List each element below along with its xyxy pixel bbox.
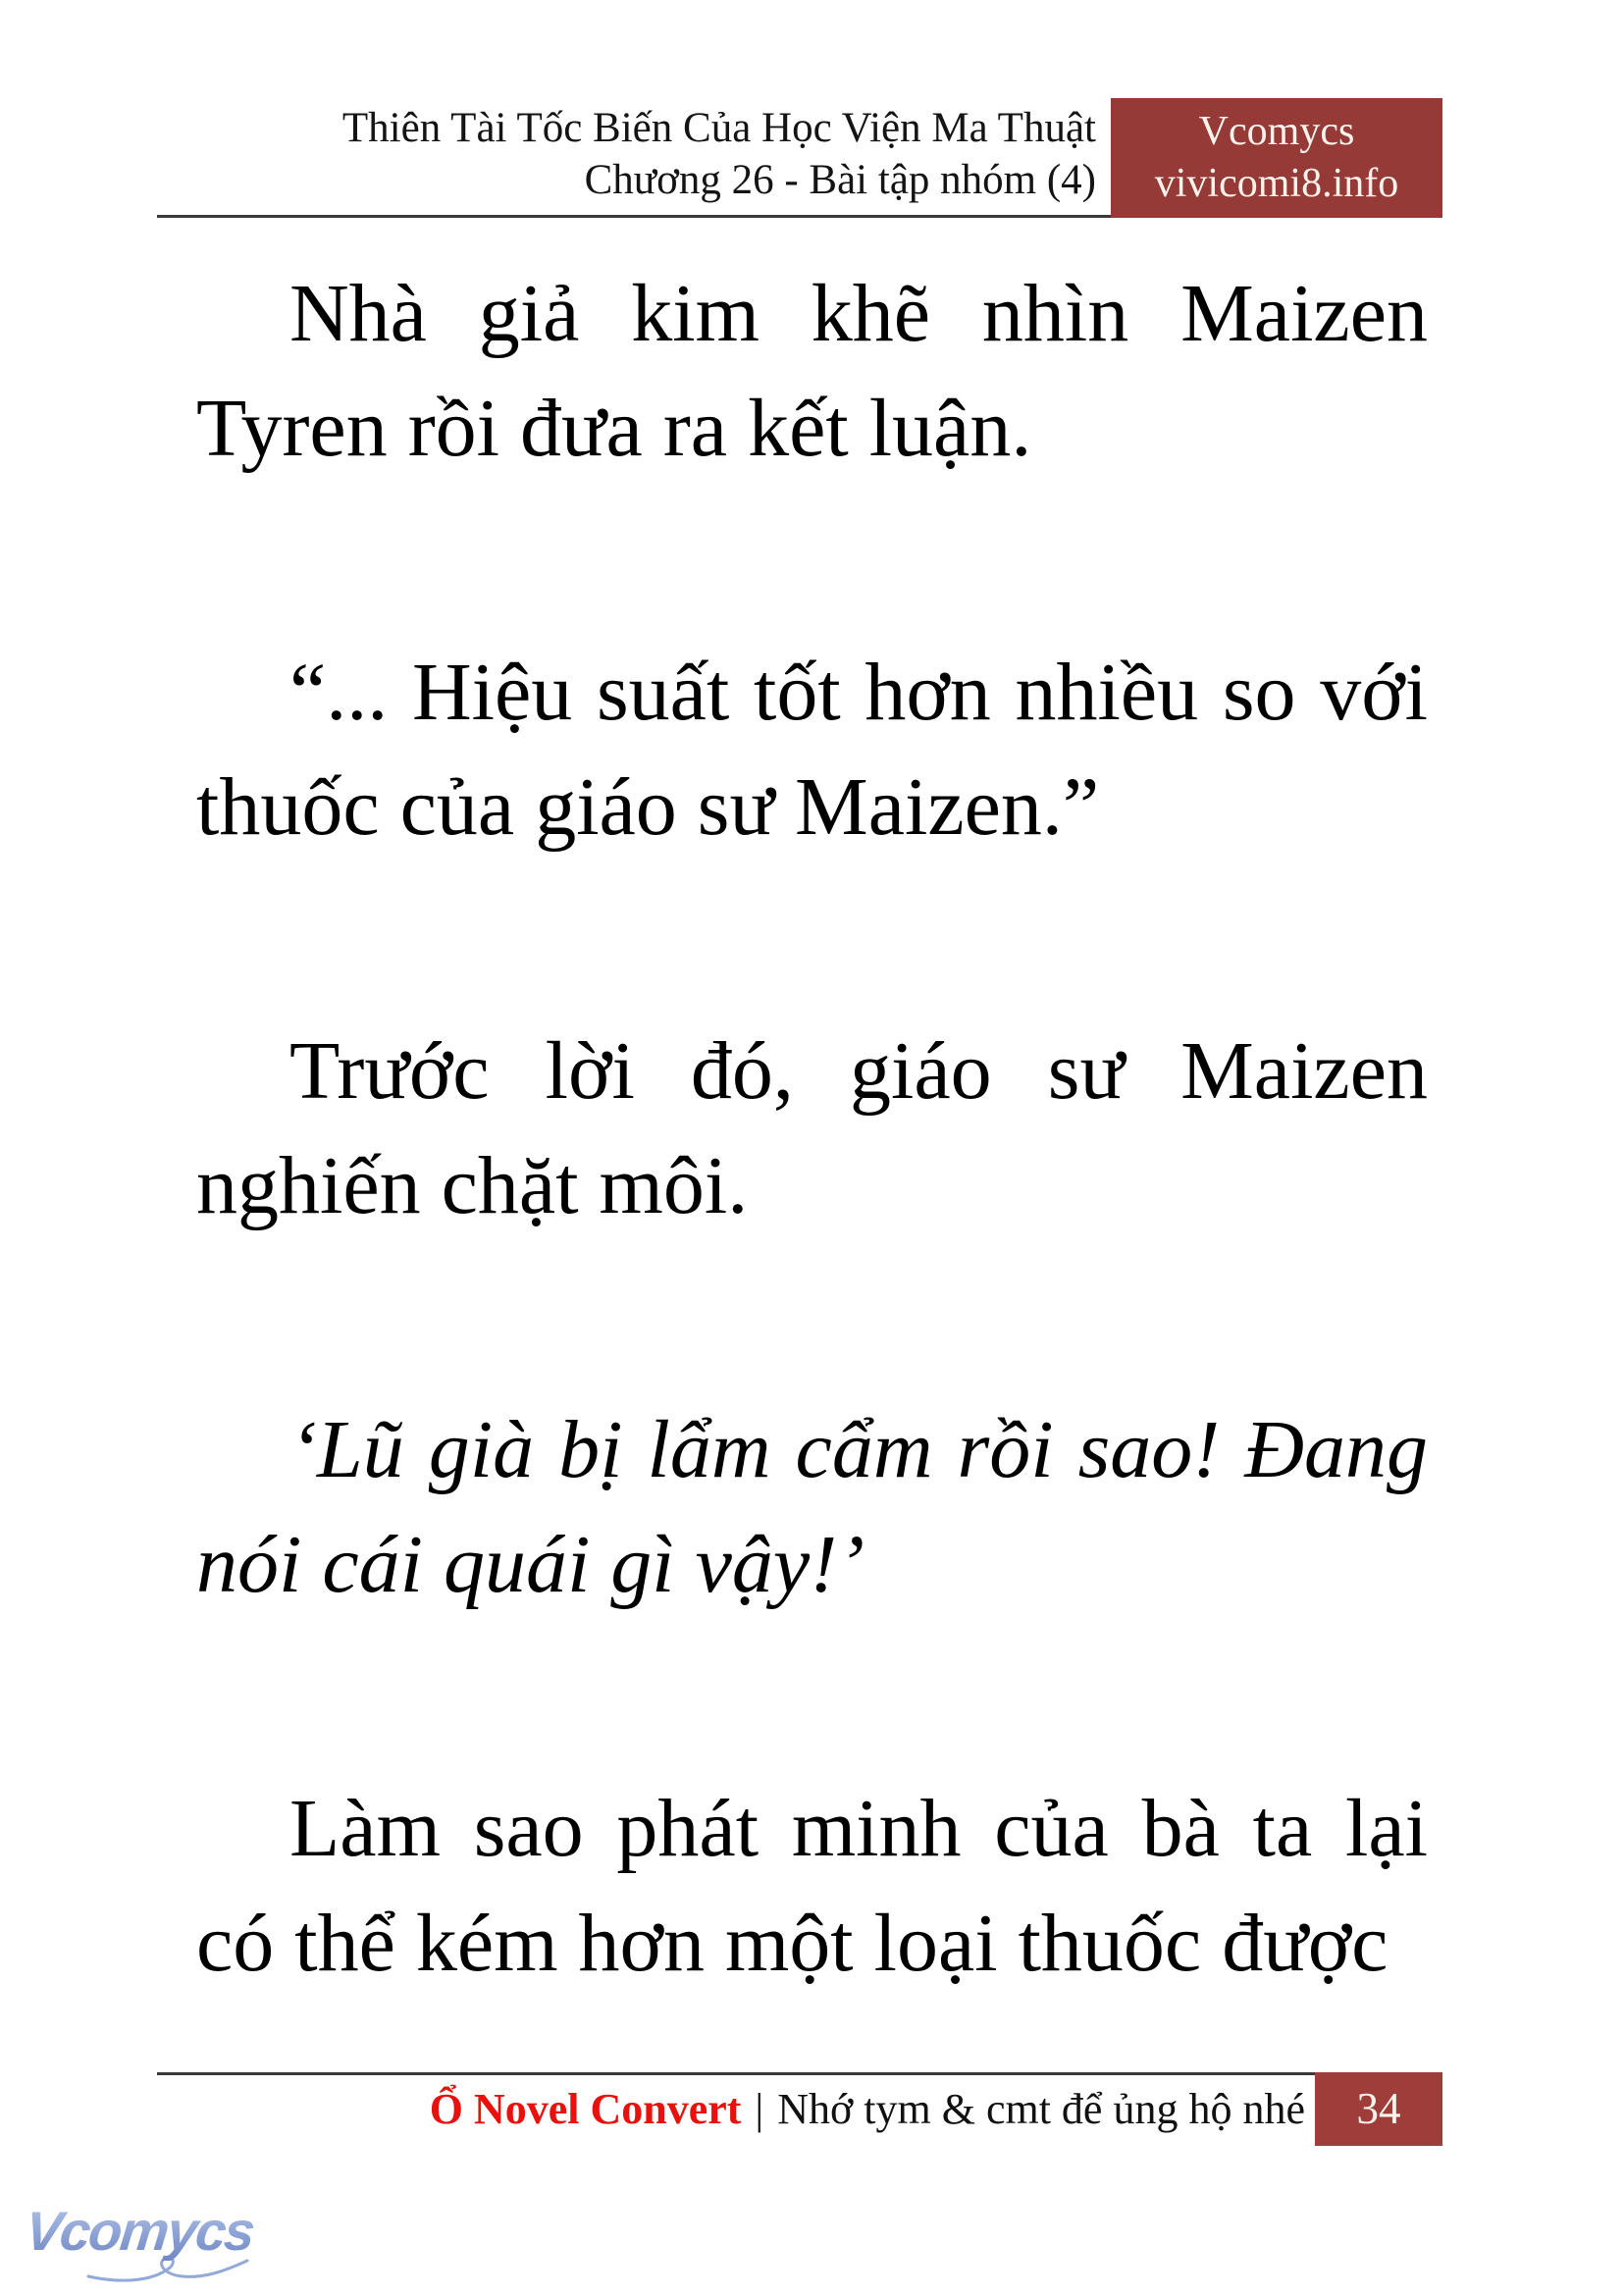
paragraph bbox=[196, 1771, 1428, 2001]
badge-site-url: vivicomi8.info bbox=[1154, 161, 1399, 206]
paragraph bbox=[196, 256, 1428, 486]
watermark-logo bbox=[22, 2200, 281, 2284]
text-line: Làm sao phát minh của bà ta lại bbox=[289, 1783, 1428, 1874]
page-number-box bbox=[1315, 2072, 1442, 2146]
badge-brand-name: Vcomycs bbox=[1198, 109, 1355, 154]
footer-brand: Ổ Novel Convert bbox=[429, 2085, 742, 2133]
text-line: nghiến chặt môi. bbox=[196, 1140, 749, 1231]
text-line: Trước lời đó, giáo sư Maizen bbox=[289, 1025, 1428, 1117]
page-header bbox=[342, 102, 1096, 206]
body-paragraphs bbox=[196, 256, 1428, 2150]
footer-separator: | bbox=[755, 2085, 764, 2133]
paragraph bbox=[196, 1014, 1428, 1243]
text-line: Nhà giả kim khẽ nhìn Maizen bbox=[289, 268, 1428, 359]
text-line: nói cái quái gì vậy!’ bbox=[196, 1519, 865, 1610]
text-line: Tyren rồi đưa ra kết luận. bbox=[196, 383, 1032, 474]
text-line: thuốc của giáo sư Maizen.” bbox=[196, 761, 1100, 853]
header-badge bbox=[1111, 98, 1442, 218]
novel-title: Thiên Tài Tốc Biến Của Học Viện Ma Thuật bbox=[341, 105, 1096, 151]
footer-credit bbox=[430, 2081, 1305, 2138]
footer-note: Nhớ tym & cmt để ủng hộ nhé bbox=[777, 2085, 1305, 2133]
footer-divider bbox=[157, 2072, 1315, 2075]
paragraph bbox=[196, 1392, 1428, 1622]
page-number: 34 bbox=[1356, 2084, 1401, 2133]
paragraph bbox=[196, 635, 1428, 864]
watermark-text: Vcomycs bbox=[22, 2200, 257, 2262]
text-line: ‘Lũ già bị lẩm cẩm rồi sao! Đang bbox=[289, 1404, 1428, 1495]
text-line: có thể kém hơn một loại thuốc được bbox=[196, 1898, 1388, 1989]
text-line: “... Hiệu suất tốt hơn nhiều so với bbox=[289, 647, 1428, 738]
chapter-title: Chương 26 - Bài tập nhóm (4) bbox=[584, 157, 1096, 203]
